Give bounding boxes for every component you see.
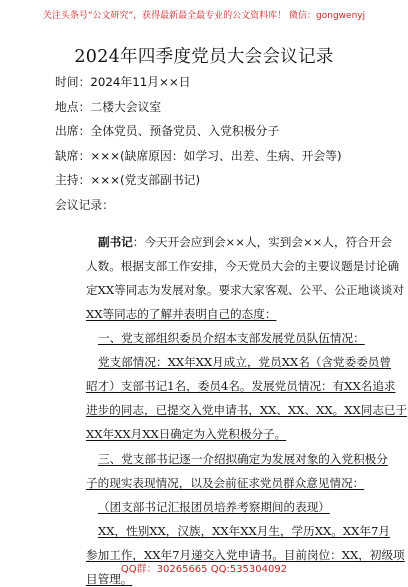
meta-host-value: ×××(党支部副书记) [90, 173, 201, 187]
speaker-label: 副书记 [98, 235, 133, 249]
meta-record-label: 会议记录： [55, 198, 114, 212]
section1-line3: 进步的同志，已提交入党申请书，XX、XX、XX。XX同志已于 [86, 403, 408, 417]
section3-line2: 子的现实表现情况，以及会前征求党员群众意见情况： [86, 476, 365, 490]
para1-line4: XX等同志的了解并表明自己的态度： [86, 307, 277, 321]
meta-attend [55, 122, 385, 139]
section3-line1: 三、党支部书记逐一介绍拟确定为发展对象的入党积极分 [98, 452, 388, 466]
meta-absent [55, 147, 385, 164]
para1-line2: 人数。根据支部工作安排，今天党员大会的主要议题是讨论确 [86, 259, 400, 273]
document-title: 2024年四季度党员大会会议记录 [74, 47, 334, 67]
meta-absent-value: ×××(缺席原因：如学习、出差、生病、开会等) [90, 149, 342, 163]
para1-line1 [98, 234, 392, 250]
section1-line4: XX年XX月XX日确定为入党积极分子。 [86, 427, 287, 441]
section1-heading: 一、党支部组织委员介绍本支部发展党员队伍情况： [98, 331, 365, 345]
meta-host [55, 171, 385, 188]
meta-time [55, 73, 385, 90]
meta-host-label: 主持： [55, 173, 91, 187]
section1-line1: 党支部情况：XX年XX月成立，党员XX名（含党委委员曾 [98, 355, 391, 369]
header-watermark-note: 关注头条号“公文研究”，获得最新最全最专业的公文资料库！ 微信：gongwenyj [42, 11, 366, 21]
section3-line6: 目管理。 [86, 572, 133, 586]
para1-line3: 定XX等同志为发展对象。要求大家客观、公平、公正地谈谈对 [86, 283, 404, 297]
meta-place [55, 98, 385, 115]
para1-line1-text: ：今天开会应到会××人，实到会××人，符合开会 [132, 235, 392, 249]
section1-line2: 昭才）支部书记1名，委员4名。发展党员情况：有XX名追求 [86, 379, 396, 393]
section3-line4: XX，性别XX，汉族，XX年XX月生，学历XX。XX年7月 [98, 524, 390, 538]
meta-place-value: 二楼大会议室 [90, 100, 162, 114]
meta-absent-label: 缺席： [55, 149, 91, 163]
meta-attend-value: 全体党员、预备党员、入党积极分子 [90, 124, 280, 138]
meta-time-value: 2024年11月××日 [90, 75, 191, 89]
footer-contact-note: QQ群：30265665 QQ:535304092 [120, 564, 288, 575]
meta-time-label: 时间： [55, 75, 91, 89]
meta-place-label: 地点： [55, 100, 91, 114]
meta-attend-label: 出席： [55, 124, 91, 138]
section3-line5: 参加工作，XX年7月递交入党申请书。目前岗位：XX，初级项 [86, 548, 405, 562]
section3-line3: （团支部书记汇报团员培养考察期间的表现） [98, 500, 330, 514]
